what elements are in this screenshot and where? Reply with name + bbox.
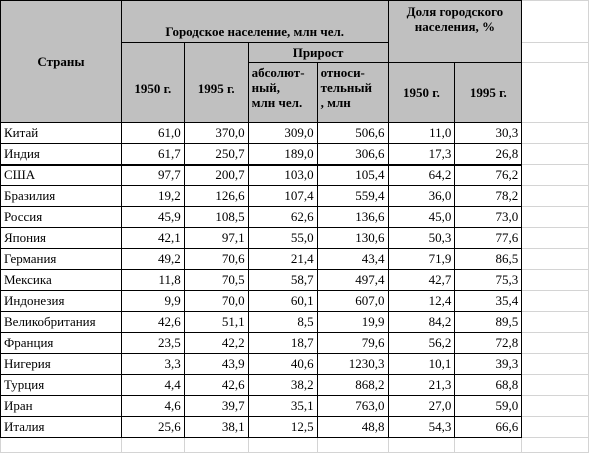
- cell-pop-1995[interactable]: 370,0: [184, 123, 248, 144]
- cell-share-1995[interactable]: 75,3: [455, 270, 522, 291]
- cell-share-1950[interactable]: 10,1: [388, 354, 455, 375]
- empty-cell[interactable]: [522, 123, 589, 144]
- empty-cell[interactable]: [522, 207, 589, 228]
- cell-pop-1995[interactable]: 38,1: [184, 417, 248, 438]
- header-increase-relative[interactable]: относи- тельный , млн: [317, 63, 388, 123]
- cell-increase-absolute[interactable]: 60,1: [248, 291, 317, 312]
- empty-cell[interactable]: [1, 438, 122, 453]
- cell-share-1950[interactable]: 42,7: [388, 270, 455, 291]
- cell-share-1995[interactable]: 68,8: [455, 375, 522, 396]
- cell-share-1995[interactable]: 35,4: [455, 291, 522, 312]
- cell-share-1950[interactable]: 50,3: [388, 228, 455, 249]
- cell-pop-1950[interactable]: 45,9: [121, 207, 184, 228]
- cell-pop-1950[interactable]: 25,6: [121, 417, 184, 438]
- header-countries[interactable]: Страны: [1, 1, 122, 123]
- cell-pop-1995[interactable]: 200,7: [184, 165, 248, 186]
- cell-share-1995[interactable]: 78,2: [455, 186, 522, 207]
- cell-increase-relative[interactable]: 43,4: [317, 249, 388, 270]
- cell-increase-absolute[interactable]: 55,0: [248, 228, 317, 249]
- cell-pop-1950[interactable]: 4,6: [121, 396, 184, 417]
- cell-share-1950[interactable]: 54,3: [388, 417, 455, 438]
- cell-share-1950[interactable]: 56,2: [388, 333, 455, 354]
- empty-cell[interactable]: [522, 438, 589, 453]
- cell-increase-absolute[interactable]: 107,4: [248, 186, 317, 207]
- cell-increase-relative[interactable]: 497,4: [317, 270, 388, 291]
- cell-increase-relative[interactable]: 506,6: [317, 123, 388, 144]
- empty-cell[interactable]: [522, 63, 589, 123]
- cell-increase-relative[interactable]: 105,4: [317, 165, 388, 186]
- cell-increase-relative[interactable]: 19,9: [317, 312, 388, 333]
- cell-country[interactable]: Франция: [1, 333, 122, 354]
- cell-pop-1995[interactable]: 42,2: [184, 333, 248, 354]
- cell-increase-absolute[interactable]: 309,0: [248, 123, 317, 144]
- cell-pop-1950[interactable]: 23,5: [121, 333, 184, 354]
- empty-cell[interactable]: [455, 438, 522, 453]
- cell-pop-1995[interactable]: 97,1: [184, 228, 248, 249]
- cell-increase-absolute[interactable]: 40,6: [248, 354, 317, 375]
- cell-share-1950[interactable]: 27,0: [388, 396, 455, 417]
- table-row: [1, 165, 589, 186]
- empty-cell[interactable]: [317, 438, 388, 453]
- cell-share-1995[interactable]: 59,0: [455, 396, 522, 417]
- cell-pop-1995[interactable]: 70,6: [184, 249, 248, 270]
- cell-increase-relative[interactable]: 136,6: [317, 207, 388, 228]
- cell-country[interactable]: Япония: [1, 228, 122, 249]
- table-row: [1, 291, 589, 312]
- cell-increase-absolute[interactable]: 21,4: [248, 249, 317, 270]
- header-increase-absolute[interactable]: абсолют- ный, млн чел.: [248, 63, 317, 123]
- cell-share-1995[interactable]: 77,6: [455, 228, 522, 249]
- empty-cell[interactable]: [522, 43, 589, 63]
- table-row: [1, 144, 589, 165]
- cell-increase-absolute[interactable]: 62,6: [248, 207, 317, 228]
- cell-share-1995[interactable]: 89,5: [455, 312, 522, 333]
- cell-increase-absolute[interactable]: 38,2: [248, 375, 317, 396]
- table-row: [1, 354, 589, 375]
- cell-country[interactable]: Нигерия: [1, 354, 122, 375]
- empty-cell[interactable]: [184, 438, 248, 453]
- cell-country[interactable]: Индонезия: [1, 291, 122, 312]
- cell-pop-1950[interactable]: 97,7: [121, 165, 184, 186]
- cell-share-1950[interactable]: 45,0: [388, 207, 455, 228]
- cell-increase-relative[interactable]: 607,0: [317, 291, 388, 312]
- cell-increase-absolute[interactable]: 12,5: [248, 417, 317, 438]
- cell-pop-1950[interactable]: 42,1: [121, 228, 184, 249]
- cell-increase-relative[interactable]: 79,6: [317, 333, 388, 354]
- empty-cell[interactable]: [522, 1, 589, 43]
- cell-country[interactable]: Мексика: [1, 270, 122, 291]
- header-pop-1950[interactable]: 1950 г.: [121, 43, 184, 123]
- cell-share-1950[interactable]: 11,0: [388, 123, 455, 144]
- empty-cell[interactable]: [121, 438, 184, 453]
- empty-cell[interactable]: [248, 438, 317, 453]
- cell-share-1950[interactable]: 17,3: [388, 144, 455, 165]
- header-increase[interactable]: Прирост: [248, 43, 388, 63]
- cell-share-1995[interactable]: 86,5: [455, 249, 522, 270]
- cell-share-1995[interactable]: 72,8: [455, 333, 522, 354]
- cell-increase-absolute[interactable]: 8,5: [248, 312, 317, 333]
- cell-pop-1950[interactable]: 61,7: [121, 144, 184, 165]
- header-urban-share[interactable]: Доля городского населения, %: [388, 1, 522, 63]
- cell-pop-1995[interactable]: 42,6: [184, 375, 248, 396]
- cell-increase-absolute[interactable]: 103,0: [248, 165, 317, 186]
- cell-increase-relative[interactable]: 48,8: [317, 417, 388, 438]
- cell-share-1995[interactable]: 73,0: [455, 207, 522, 228]
- cell-share-1950[interactable]: 12,4: [388, 291, 455, 312]
- cell-pop-1950[interactable]: 49,2: [121, 249, 184, 270]
- table-row: [1, 333, 589, 354]
- cell-country[interactable]: Бразилия: [1, 186, 122, 207]
- cell-increase-relative[interactable]: 306,6: [317, 144, 388, 165]
- cell-share-1995[interactable]: 39,3: [455, 354, 522, 375]
- cell-pop-1950[interactable]: 4,4: [121, 375, 184, 396]
- table-row: [1, 123, 589, 144]
- empty-cell[interactable]: [522, 312, 589, 333]
- empty-cell[interactable]: [522, 270, 589, 291]
- cell-country[interactable]: Германия: [1, 249, 122, 270]
- cell-share-1950[interactable]: 36,0: [388, 186, 455, 207]
- header-pop-1995[interactable]: 1995 г.: [184, 43, 248, 123]
- empty-cell[interactable]: [522, 186, 589, 207]
- cell-share-1995[interactable]: 76,2: [455, 165, 522, 186]
- cell-increase-relative[interactable]: 130,6: [317, 228, 388, 249]
- cell-country[interactable]: Китай: [1, 123, 122, 144]
- cell-pop-1995[interactable]: 250,7: [184, 144, 248, 165]
- cell-increase-relative[interactable]: 868,2: [317, 375, 388, 396]
- cell-pop-1995[interactable]: 70,0: [184, 291, 248, 312]
- cell-increase-relative[interactable]: 763,0: [317, 396, 388, 417]
- empty-cell[interactable]: [522, 333, 589, 354]
- cell-increase-absolute[interactable]: 35,1: [248, 396, 317, 417]
- empty-cell[interactable]: [522, 165, 589, 186]
- empty-cell[interactable]: [522, 228, 589, 249]
- cell-share-1995[interactable]: 26,8: [455, 144, 522, 165]
- cell-pop-1995[interactable]: 126,6: [184, 186, 248, 207]
- cell-country[interactable]: Великобритания: [1, 312, 122, 333]
- header-urban-population[interactable]: Городское население, млн чел.: [121, 1, 388, 43]
- cell-increase-absolute[interactable]: 189,0: [248, 144, 317, 165]
- cell-share-1950[interactable]: 84,2: [388, 312, 455, 333]
- cell-share-1950[interactable]: 64,2: [388, 165, 455, 186]
- header-share-1995[interactable]: 1995 г.: [455, 63, 522, 123]
- cell-country[interactable]: Россия: [1, 207, 122, 228]
- cell-pop-1950[interactable]: 11,8: [121, 270, 184, 291]
- empty-cell[interactable]: [522, 417, 589, 438]
- table-row: [1, 228, 589, 249]
- table-row: [1, 186, 589, 207]
- empty-cell[interactable]: [522, 354, 589, 375]
- cell-pop-1950[interactable]: 19,2: [121, 186, 184, 207]
- cell-country[interactable]: Иран: [1, 396, 122, 417]
- cell-pop-1950[interactable]: 42,6: [121, 312, 184, 333]
- cell-pop-1995[interactable]: 108,5: [184, 207, 248, 228]
- table-row: [1, 396, 589, 417]
- cell-pop-1950[interactable]: 3,3: [121, 354, 184, 375]
- cell-increase-absolute[interactable]: 58,7: [248, 270, 317, 291]
- header-share-1950[interactable]: 1950 г.: [388, 63, 455, 123]
- cell-country[interactable]: Италия: [1, 417, 122, 438]
- cell-country[interactable]: Индия: [1, 144, 122, 165]
- empty-cell[interactable]: [522, 144, 589, 165]
- table-row: [1, 207, 589, 228]
- table-row: [1, 375, 589, 396]
- table-row: [1, 312, 589, 333]
- cell-share-1950[interactable]: 71,9: [388, 249, 455, 270]
- cell-pop-1950[interactable]: 9,9: [121, 291, 184, 312]
- table-row: [1, 270, 589, 291]
- cell-pop-1995[interactable]: 70,5: [184, 270, 248, 291]
- empty-cell[interactable]: [522, 291, 589, 312]
- table-row: [1, 249, 589, 270]
- cell-share-1995[interactable]: 30,3: [455, 123, 522, 144]
- empty-cell[interactable]: [522, 396, 589, 417]
- empty-cell[interactable]: [388, 438, 455, 453]
- cell-pop-1995[interactable]: 43,9: [184, 354, 248, 375]
- cell-increase-relative[interactable]: 1230,3: [317, 354, 388, 375]
- cell-pop-1950[interactable]: 61,0: [121, 123, 184, 144]
- cell-country[interactable]: США: [1, 165, 122, 186]
- empty-cell[interactable]: [522, 249, 589, 270]
- cell-pop-1995[interactable]: 51,1: [184, 312, 248, 333]
- empty-cell[interactable]: [522, 375, 589, 396]
- cell-share-1995[interactable]: 66,6: [455, 417, 522, 438]
- cell-country[interactable]: Турция: [1, 375, 122, 396]
- cell-increase-absolute[interactable]: 18,7: [248, 333, 317, 354]
- cell-share-1950[interactable]: 21,3: [388, 375, 455, 396]
- cell-increase-relative[interactable]: 559,4: [317, 186, 388, 207]
- table-row: [1, 417, 589, 438]
- cell-pop-1995[interactable]: 39,7: [184, 396, 248, 417]
